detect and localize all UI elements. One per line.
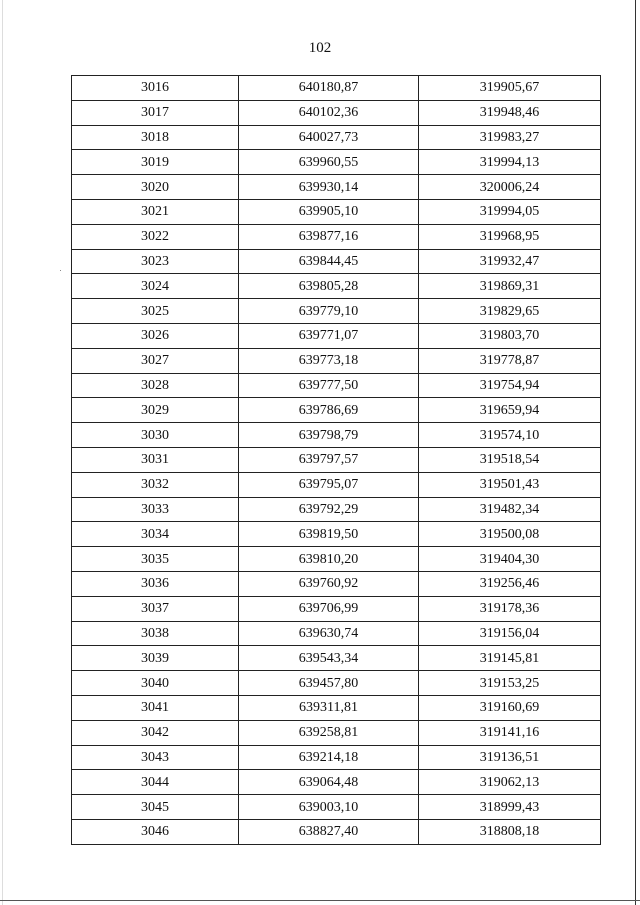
- table-row: [72, 720, 601, 745]
- x-coordinate-cell: 639773,18: [239, 348, 419, 373]
- y-coordinate-cell: 319256,46: [419, 571, 601, 596]
- point-number-cell: 3042: [72, 720, 239, 745]
- point-number-cell: 3019: [72, 150, 239, 175]
- y-coordinate-cell: 319518,54: [419, 447, 601, 472]
- y-coordinate-cell: 319994,13: [419, 150, 601, 175]
- point-number-cell: 3025: [72, 299, 239, 324]
- point-number-cell: 3017: [72, 100, 239, 125]
- table-row: [72, 323, 601, 348]
- y-coordinate-cell: 319803,70: [419, 323, 601, 348]
- y-coordinate-cell: 319160,69: [419, 695, 601, 720]
- x-coordinate-cell: 640102,36: [239, 100, 419, 125]
- table-row: [72, 795, 601, 820]
- y-coordinate-cell: 319932,47: [419, 249, 601, 274]
- x-coordinate-cell: 639805,28: [239, 274, 419, 299]
- x-coordinate-cell: 639214,18: [239, 745, 419, 770]
- point-number-cell: 3022: [72, 224, 239, 249]
- point-number-cell: 3026: [72, 323, 239, 348]
- page-edge-bottom: [0, 900, 640, 901]
- x-coordinate-cell: 639797,57: [239, 447, 419, 472]
- y-coordinate-cell: 319948,46: [419, 100, 601, 125]
- y-coordinate-cell: 320006,24: [419, 175, 601, 200]
- coordinates-table: [71, 75, 601, 845]
- point-number-cell: 3028: [72, 373, 239, 398]
- x-coordinate-cell: 639819,50: [239, 522, 419, 547]
- table-row: [72, 199, 601, 224]
- point-number-cell: 3040: [72, 671, 239, 696]
- y-coordinate-cell: 319994,05: [419, 199, 601, 224]
- table-row: [72, 175, 601, 200]
- point-number-cell: 3024: [72, 274, 239, 299]
- point-number-cell: 3039: [72, 646, 239, 671]
- x-coordinate-cell: 640027,73: [239, 125, 419, 150]
- point-number-cell: 3035: [72, 547, 239, 572]
- point-number-cell: 3030: [72, 423, 239, 448]
- y-coordinate-cell: 319500,08: [419, 522, 601, 547]
- point-number-cell: 3044: [72, 770, 239, 795]
- point-number-cell: 3037: [72, 596, 239, 621]
- point-number-cell: 3018: [72, 125, 239, 150]
- table-row: [72, 646, 601, 671]
- table-row: [72, 125, 601, 150]
- x-coordinate-cell: 638827,40: [239, 819, 419, 844]
- x-coordinate-cell: 639630,74: [239, 621, 419, 646]
- table-row: [72, 571, 601, 596]
- point-number-cell: 3029: [72, 398, 239, 423]
- y-coordinate-cell: 319501,43: [419, 472, 601, 497]
- point-number-cell: 3021: [72, 199, 239, 224]
- point-number-cell: 3032: [72, 472, 239, 497]
- table-row: [72, 348, 601, 373]
- table-row: [72, 621, 601, 646]
- point-number-cell: 3020: [72, 175, 239, 200]
- table-row: [72, 497, 601, 522]
- table-row: [72, 547, 601, 572]
- y-coordinate-cell: 319153,25: [419, 671, 601, 696]
- x-coordinate-cell: 639877,16: [239, 224, 419, 249]
- x-coordinate-cell: 639779,10: [239, 299, 419, 324]
- point-number-cell: 3045: [72, 795, 239, 820]
- y-coordinate-cell: 319754,94: [419, 373, 601, 398]
- x-coordinate-cell: 639064,48: [239, 770, 419, 795]
- x-coordinate-cell: 639771,07: [239, 323, 419, 348]
- table-row: [72, 745, 601, 770]
- x-coordinate-cell: 639457,80: [239, 671, 419, 696]
- table-row: [72, 447, 601, 472]
- y-coordinate-cell: 319869,31: [419, 274, 601, 299]
- table-row: [72, 299, 601, 324]
- point-number-cell: 3031: [72, 447, 239, 472]
- table-row: [72, 522, 601, 547]
- x-coordinate-cell: 640180,87: [239, 76, 419, 101]
- y-coordinate-cell: 319482,34: [419, 497, 601, 522]
- y-coordinate-cell: 319141,16: [419, 720, 601, 745]
- y-coordinate-cell: 319145,81: [419, 646, 601, 671]
- table-row: [72, 100, 601, 125]
- x-coordinate-cell: 639786,69: [239, 398, 419, 423]
- x-coordinate-cell: 639905,10: [239, 199, 419, 224]
- table-row: [72, 249, 601, 274]
- point-number-cell: 3046: [72, 819, 239, 844]
- x-coordinate-cell: 639003,10: [239, 795, 419, 820]
- x-coordinate-cell: 639760,92: [239, 571, 419, 596]
- table-row: [72, 596, 601, 621]
- x-coordinate-cell: 639706,99: [239, 596, 419, 621]
- y-coordinate-cell: 318808,18: [419, 819, 601, 844]
- point-number-cell: 3027: [72, 348, 239, 373]
- x-coordinate-cell: 639844,45: [239, 249, 419, 274]
- page-edge-right: [635, 0, 636, 905]
- y-coordinate-cell: 319968,95: [419, 224, 601, 249]
- y-coordinate-cell: 319136,51: [419, 745, 601, 770]
- table-row: [72, 398, 601, 423]
- x-coordinate-cell: 639258,81: [239, 720, 419, 745]
- x-coordinate-cell: 639311,81: [239, 695, 419, 720]
- table-row: [72, 150, 601, 175]
- table-row: [72, 76, 601, 101]
- point-number-cell: 3033: [72, 497, 239, 522]
- table-row: [72, 671, 601, 696]
- x-coordinate-cell: 639792,29: [239, 497, 419, 522]
- y-coordinate-cell: 319574,10: [419, 423, 601, 448]
- coordinates-table-body: [72, 76, 601, 845]
- point-number-cell: 3041: [72, 695, 239, 720]
- scan-speck: [60, 270, 61, 271]
- x-coordinate-cell: 639543,34: [239, 646, 419, 671]
- table-row: [72, 472, 601, 497]
- point-number-cell: 3016: [72, 76, 239, 101]
- point-number-cell: 3036: [72, 571, 239, 596]
- y-coordinate-cell: 319178,36: [419, 596, 601, 621]
- table-row: [72, 274, 601, 299]
- page-edge-left: [2, 0, 3, 905]
- x-coordinate-cell: 639930,14: [239, 175, 419, 200]
- y-coordinate-cell: 319156,04: [419, 621, 601, 646]
- table-row: [72, 423, 601, 448]
- x-coordinate-cell: 639810,20: [239, 547, 419, 572]
- table-row: [72, 695, 601, 720]
- x-coordinate-cell: 639960,55: [239, 150, 419, 175]
- x-coordinate-cell: 639798,79: [239, 423, 419, 448]
- y-coordinate-cell: 319778,87: [419, 348, 601, 373]
- point-number-cell: 3023: [72, 249, 239, 274]
- y-coordinate-cell: 318999,43: [419, 795, 601, 820]
- table-row: [72, 819, 601, 844]
- y-coordinate-cell: 319829,65: [419, 299, 601, 324]
- x-coordinate-cell: 639795,07: [239, 472, 419, 497]
- y-coordinate-cell: 319062,13: [419, 770, 601, 795]
- table-row: [72, 770, 601, 795]
- y-coordinate-cell: 319905,67: [419, 76, 601, 101]
- x-coordinate-cell: 639777,50: [239, 373, 419, 398]
- table-row: [72, 373, 601, 398]
- table-row: [72, 224, 601, 249]
- y-coordinate-cell: 319983,27: [419, 125, 601, 150]
- page-number: 102: [308, 40, 332, 56]
- point-number-cell: 3038: [72, 621, 239, 646]
- point-number-cell: 3034: [72, 522, 239, 547]
- point-number-cell: 3043: [72, 745, 239, 770]
- y-coordinate-cell: 319404,30: [419, 547, 601, 572]
- y-coordinate-cell: 319659,94: [419, 398, 601, 423]
